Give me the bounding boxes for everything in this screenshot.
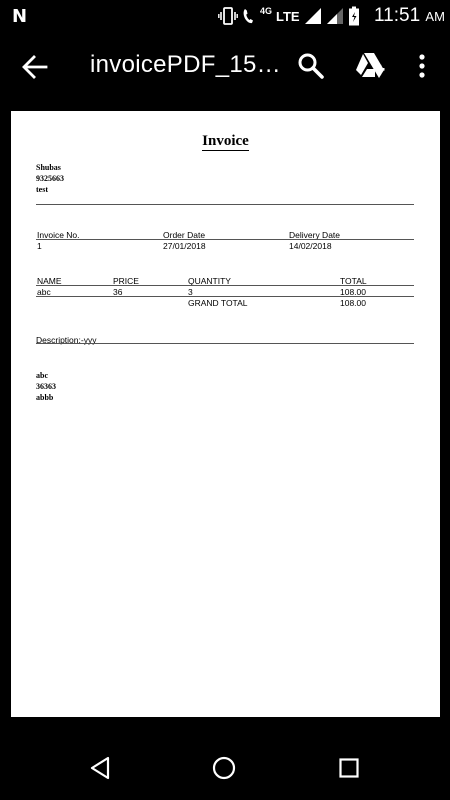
document-title: invoicePDF_15… <box>90 51 281 78</box>
buyer-address: abbb <box>36 393 54 402</box>
clock-time: 11:51 <box>374 5 421 26</box>
signal-icon <box>304 7 322 25</box>
invoice-no-value: 1 <box>37 241 42 251</box>
col-quantity-header: QUANTITY <box>188 276 231 286</box>
item-name: abc <box>37 287 51 297</box>
col-total-header: TOTAL <box>340 276 367 286</box>
clock-ampm: AM <box>425 9 445 24</box>
pdf-page[interactable] <box>11 111 440 717</box>
buyer-phone: 36363 <box>36 382 56 391</box>
back-arrow-icon[interactable] <box>20 52 50 82</box>
network-4g-label: 4G <box>260 6 273 16</box>
seller-name: Shubas <box>36 163 61 172</box>
description-rule <box>36 343 414 344</box>
delivery-date-value: 14/02/2018 <box>289 241 332 251</box>
app-toolbar <box>0 32 450 102</box>
nav-recents-icon[interactable] <box>339 758 359 778</box>
item-total: 108.00 <box>340 287 366 297</box>
status-icons <box>218 5 360 27</box>
header-invoice-no: Invoice No. <box>37 230 80 240</box>
invoice-title-text: Invoice <box>202 133 249 149</box>
header-delivery-date: Delivery Date <box>289 230 341 240</box>
add-to-drive-icon[interactable] <box>353 50 385 82</box>
seller-phone: 9325663 <box>36 174 64 183</box>
col-price-header: PRICE <box>113 276 139 286</box>
signal-icon-2 <box>326 7 344 25</box>
divider <box>36 204 414 205</box>
item-quantity: 3 <box>188 287 193 297</box>
nav-home-icon[interactable] <box>212 756 236 780</box>
col-name-header: NAME <box>37 276 62 286</box>
grand-total-label: GRAND TOTAL <box>188 298 248 308</box>
vibrate-icon <box>218 7 238 25</box>
nav-back-icon[interactable] <box>88 756 112 780</box>
order-date-value: 27/01/2018 <box>163 241 206 251</box>
seller-info <box>36 162 64 195</box>
meta-header-rule <box>36 239 414 240</box>
header-order-date: Order Date <box>163 230 206 240</box>
seller-note: test <box>36 185 48 194</box>
items-header-rule <box>36 285 414 286</box>
clock <box>374 5 445 27</box>
status-bar <box>0 0 450 32</box>
items-row-rule <box>36 296 414 297</box>
wifi-call-icon <box>242 7 256 25</box>
invoice-heading <box>11 133 440 150</box>
buyer-name: abc <box>36 371 48 380</box>
network-lte-label: LTE <box>276 8 300 24</box>
search-icon[interactable] <box>296 51 326 81</box>
grand-total-value: 108.00 <box>340 298 366 308</box>
system-nav-bar <box>0 730 450 800</box>
buyer-info <box>36 370 56 403</box>
item-price: 36 <box>113 287 123 297</box>
notification-n-icon: N <box>12 6 28 27</box>
battery-icon <box>348 6 360 26</box>
description-text: Description:-yyy <box>36 335 97 345</box>
more-vert-icon[interactable] <box>414 51 430 81</box>
